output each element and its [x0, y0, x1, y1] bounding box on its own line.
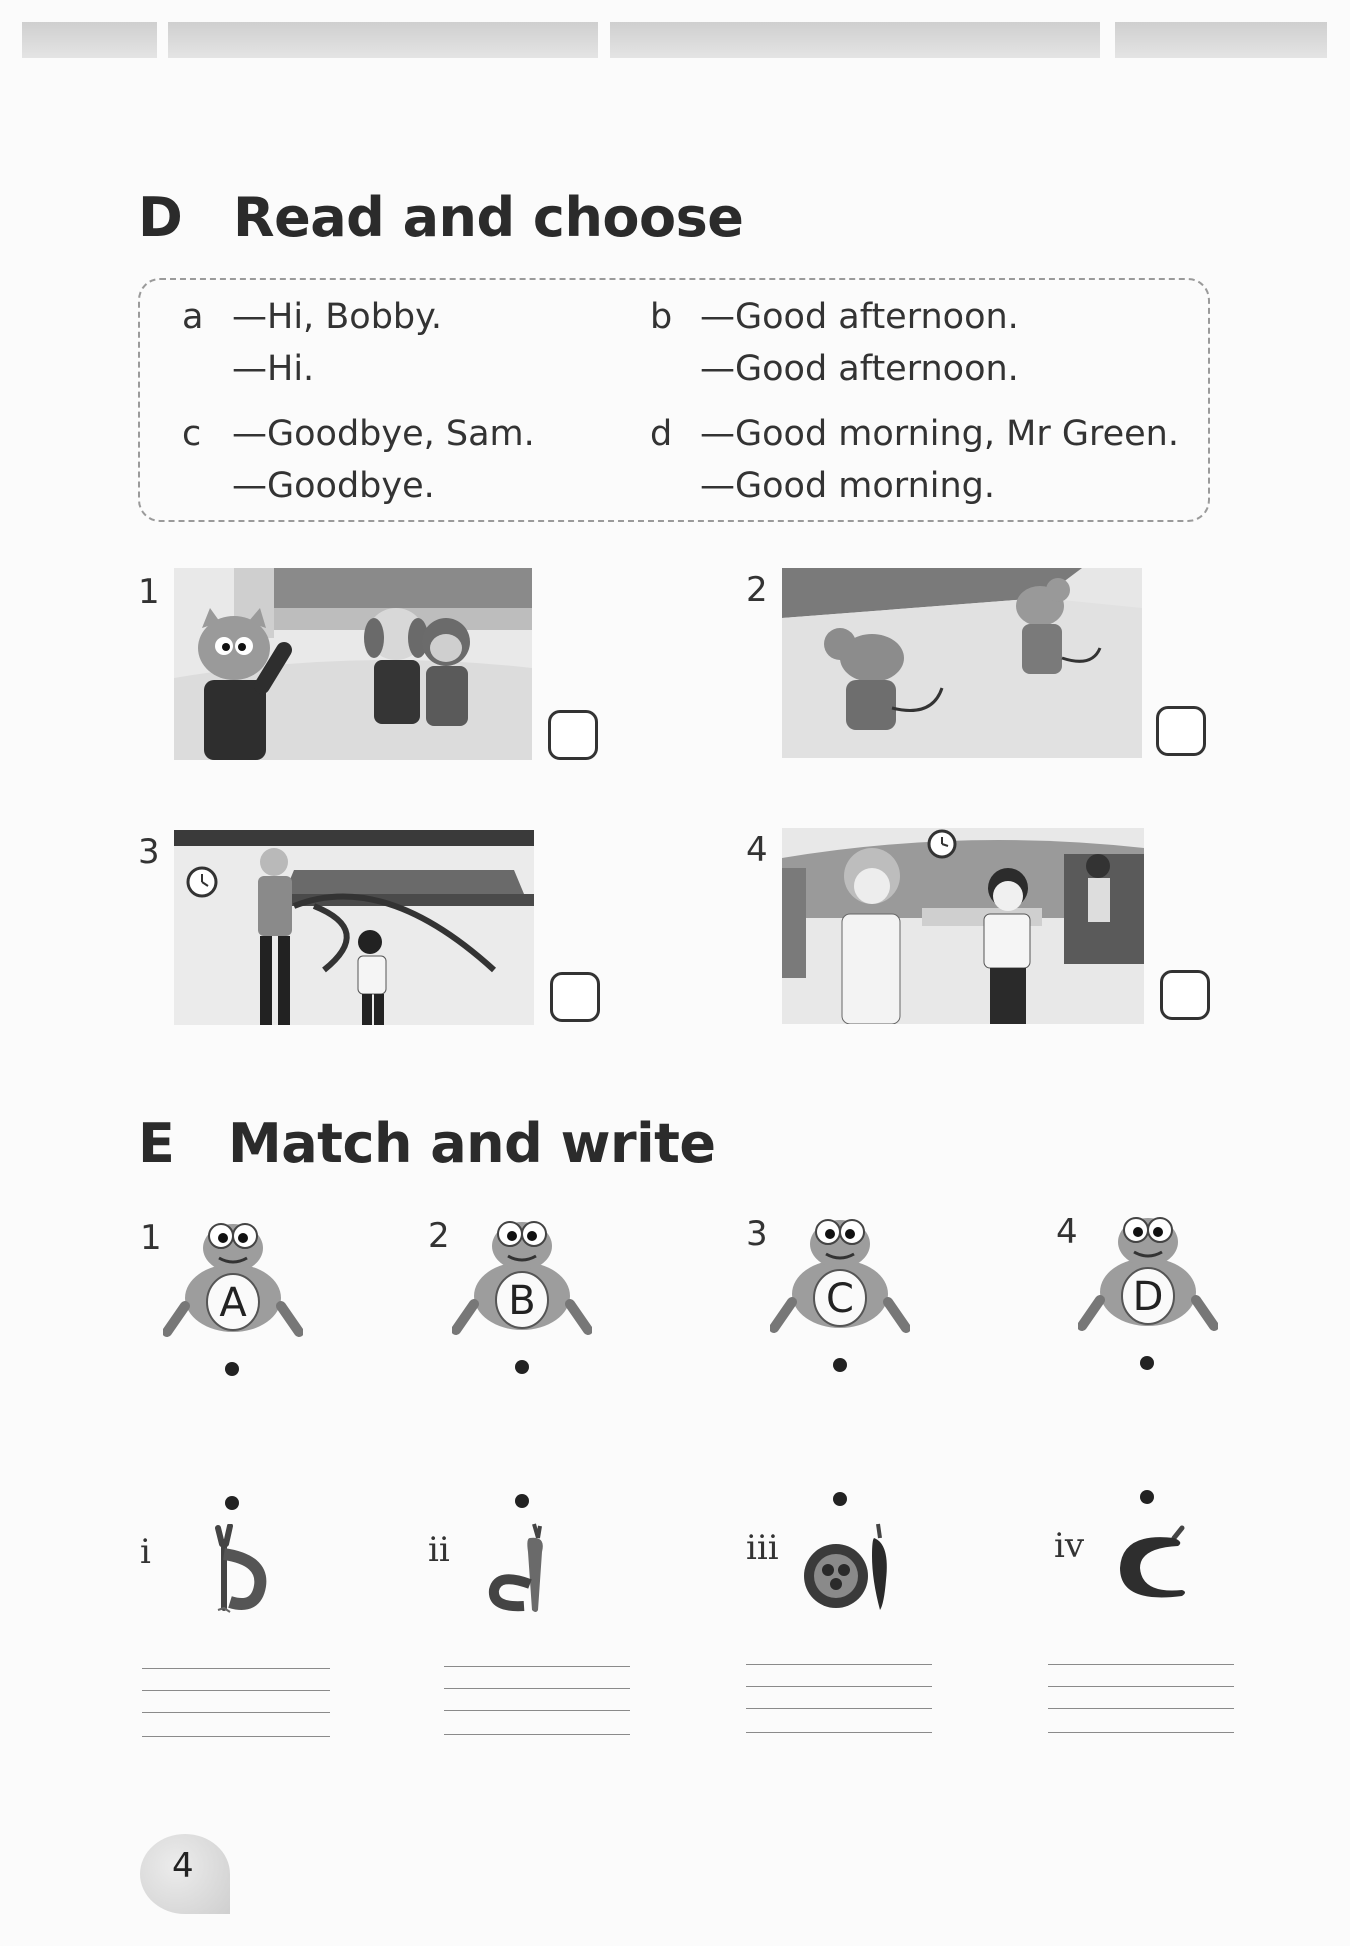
- answer-box-1[interactable]: [548, 710, 598, 760]
- picture-boy-girl-library: [782, 828, 1144, 1024]
- frog-letter: D: [1132, 1274, 1164, 1320]
- frog-letter: B: [508, 1278, 536, 1324]
- write-line[interactable]: [444, 1688, 630, 1689]
- write-line[interactable]: [1048, 1686, 1234, 1687]
- write-line[interactable]: [746, 1708, 932, 1709]
- page-number: 4: [172, 1846, 194, 1886]
- dialogue-line: —Hi, Bobby.: [232, 297, 442, 337]
- cat-dog-monkey-illustration: [174, 568, 532, 760]
- dialogue-label: b: [650, 297, 673, 337]
- section-e-title: [138, 1112, 716, 1175]
- write-line[interactable]: [142, 1736, 330, 1737]
- frog-c-icon: [770, 1206, 910, 1336]
- write-line[interactable]: [746, 1686, 932, 1687]
- match-dot-frog-2[interactable]: [515, 1360, 529, 1374]
- dialogue-label: c: [182, 414, 202, 454]
- frog-d-icon: [1078, 1204, 1218, 1334]
- picture-number: 3: [138, 832, 160, 872]
- answer-box-2[interactable]: [1156, 706, 1206, 756]
- write-line[interactable]: [746, 1732, 932, 1733]
- section-d-heading: Read and choose: [233, 186, 744, 249]
- section-d-letter: D: [138, 186, 183, 249]
- write-line[interactable]: [142, 1712, 330, 1713]
- match-dot-item-iv[interactable]: [1140, 1490, 1154, 1504]
- dialogue-line: —Good afternoon.: [700, 297, 1019, 337]
- frog-number: 1: [140, 1218, 162, 1258]
- item-numeral: iv: [1054, 1526, 1085, 1566]
- dialogue-line: —Good morning.: [700, 466, 996, 506]
- picture-number: 1: [138, 572, 160, 612]
- write-line[interactable]: [142, 1668, 330, 1669]
- write-line[interactable]: [444, 1710, 630, 1711]
- match-dot-frog-4[interactable]: [1140, 1356, 1154, 1370]
- match-dot-frog-1[interactable]: [225, 1362, 239, 1376]
- dialogue-line: —Good morning, Mr Green.: [700, 414, 1179, 454]
- item-numeral: iii: [746, 1528, 779, 1568]
- answer-box-3[interactable]: [550, 972, 600, 1022]
- dialogue-line: —Good afternoon.: [700, 349, 1019, 389]
- frog-letter: C: [826, 1276, 854, 1322]
- boy-girl-library-illustration: [782, 828, 1144, 1024]
- frog-letter: A: [219, 1280, 247, 1326]
- header-band: [1115, 22, 1327, 58]
- write-line[interactable]: [1048, 1732, 1234, 1733]
- frog-a-icon: [163, 1210, 303, 1340]
- dialogue-label: a: [182, 297, 204, 337]
- tomato-pepper-icon: [800, 1520, 896, 1616]
- header-band: [610, 22, 1100, 58]
- match-dot-item-ii[interactable]: [515, 1494, 529, 1508]
- item-numeral: ii: [428, 1530, 450, 1570]
- match-dot-item-iii[interactable]: [833, 1492, 847, 1506]
- write-line[interactable]: [1048, 1664, 1234, 1665]
- frog-number: 3: [746, 1214, 768, 1254]
- section-d-title: [138, 186, 743, 249]
- header-band: [22, 22, 157, 58]
- write-line[interactable]: [444, 1666, 630, 1667]
- frog-b-icon: [452, 1208, 592, 1338]
- section-e-letter: E: [138, 1112, 175, 1175]
- answer-box-4[interactable]: [1160, 970, 1210, 1020]
- teacher-boy-pingpong-illustration: [174, 830, 534, 1025]
- picture-number: 4: [746, 830, 768, 870]
- section-e-heading: Match and write: [228, 1112, 716, 1175]
- frog-number: 2: [428, 1216, 450, 1256]
- dialogue-line: —Goodbye, Sam.: [232, 414, 535, 454]
- chili-letter-c-icon: [1112, 1524, 1196, 1608]
- picture-teacher-boy-pingpong: [174, 830, 534, 1025]
- leek-letter-b-icon: [204, 1524, 270, 1616]
- dialogue-line: —Hi.: [232, 349, 315, 389]
- two-mice-illustration: [782, 568, 1142, 758]
- carrot-letter-d-icon: [484, 1522, 554, 1618]
- picture-two-mice: [782, 568, 1142, 758]
- item-numeral: i: [140, 1532, 151, 1572]
- picture-number: 2: [746, 570, 768, 610]
- dialogue-label: d: [650, 414, 673, 454]
- write-line[interactable]: [746, 1664, 932, 1665]
- write-line[interactable]: [444, 1734, 630, 1735]
- dialogue-line: —Goodbye.: [232, 466, 435, 506]
- frog-number: 4: [1056, 1212, 1078, 1252]
- picture-cat-dog-monkey: [174, 568, 532, 760]
- match-dot-frog-3[interactable]: [833, 1358, 847, 1372]
- write-line[interactable]: [1048, 1708, 1234, 1709]
- match-dot-item-i[interactable]: [225, 1496, 239, 1510]
- header-band: [168, 22, 598, 58]
- write-line[interactable]: [142, 1690, 330, 1691]
